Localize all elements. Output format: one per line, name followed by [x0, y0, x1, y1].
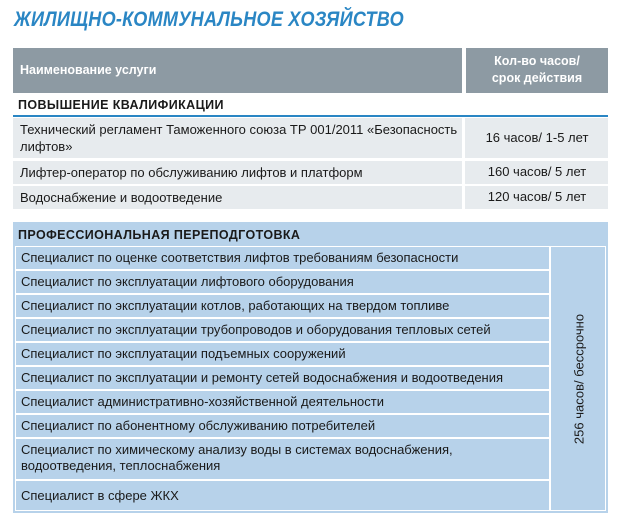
header-hours-line2: срок действия [491, 71, 583, 85]
table-row [15, 318, 550, 342]
column-separator [462, 161, 465, 184]
service-name [21, 442, 453, 474]
table-row [15, 414, 550, 438]
table-row [13, 186, 608, 209]
service-name: Специалист по абонентному обслуживанию потребителей [21, 418, 376, 433]
service-name [20, 121, 457, 155]
service-name-line2: лифтов» [20, 139, 73, 154]
table-row [13, 118, 608, 158]
table-row [15, 270, 550, 294]
table-row [15, 294, 550, 318]
table-row [13, 161, 608, 184]
service-name-line1: Технический регламент Таможенного союза ТР 001/2011 «Безопасность [20, 122, 458, 137]
table-header [13, 48, 608, 93]
service-name: Специалист по эксплуатации котлов, работающих на твердом топливе [21, 298, 450, 313]
table-row [15, 366, 550, 390]
table-row [15, 390, 550, 414]
table-row [15, 342, 550, 366]
service-name: Специалист по эксплуатации и ремонту сетей водоснабжения и водоотведения [21, 370, 504, 385]
service-name-line2: водоотведения, теплоснабжения [21, 458, 221, 473]
section-title-qualification: ПОВЫШЕНИЕ КВАЛИФИКАЦИИ [18, 98, 224, 112]
retraining-hours: 256 часов/ бессрочно [571, 313, 587, 445]
retraining-section [13, 222, 608, 513]
page-title: ЖИЛИЩНО-КОММУНАЛЬНОЕ ХОЗЯЙСТВО [14, 8, 404, 31]
service-name: Водоснабжение и водоотведение [20, 190, 223, 205]
header-hours-column [466, 53, 608, 87]
service-name-line1: Специалист по химическому анализу воды в системах водоснабжения, [21, 442, 453, 457]
header-name-column: Наименование услуги [20, 63, 157, 77]
table-row [15, 438, 550, 480]
service-name: Специалист по оценке соответствия лифтов требованиям безопасности [21, 250, 459, 265]
service-hours: 16 часов/ 1-5 лет [485, 130, 589, 145]
service-name: Специалист административно-хозяйственной деятельности [21, 394, 385, 409]
service-name: Специалист в сфере ЖКХ [21, 488, 179, 503]
service-name: Специалист по эксплуатации подъемных сооружений [21, 346, 346, 361]
section-divider [13, 115, 608, 117]
column-separator [462, 118, 465, 158]
column-separator [462, 186, 465, 209]
service-name: Лифтер-оператор по обслуживанию лифтов и платформ [20, 165, 363, 180]
retraining-hours-cell [550, 246, 606, 511]
service-hours: 120 часов/ 5 лет [487, 189, 587, 204]
section-title-retraining: ПРОФЕССИОНАЛЬНАЯ ПЕРЕПОДГОТОВКА [18, 228, 301, 242]
table-row [15, 246, 550, 270]
header-hours-line1: Кол-во часов/ [494, 54, 580, 68]
table-row [15, 480, 550, 511]
service-name: Специалист по эксплуатации лифтового оборудования [21, 274, 354, 289]
service-name: Специалист по эксплуатации трубопроводов и оборудования тепловых сетей [21, 322, 491, 337]
service-hours: 160 часов/ 5 лет [487, 164, 587, 179]
